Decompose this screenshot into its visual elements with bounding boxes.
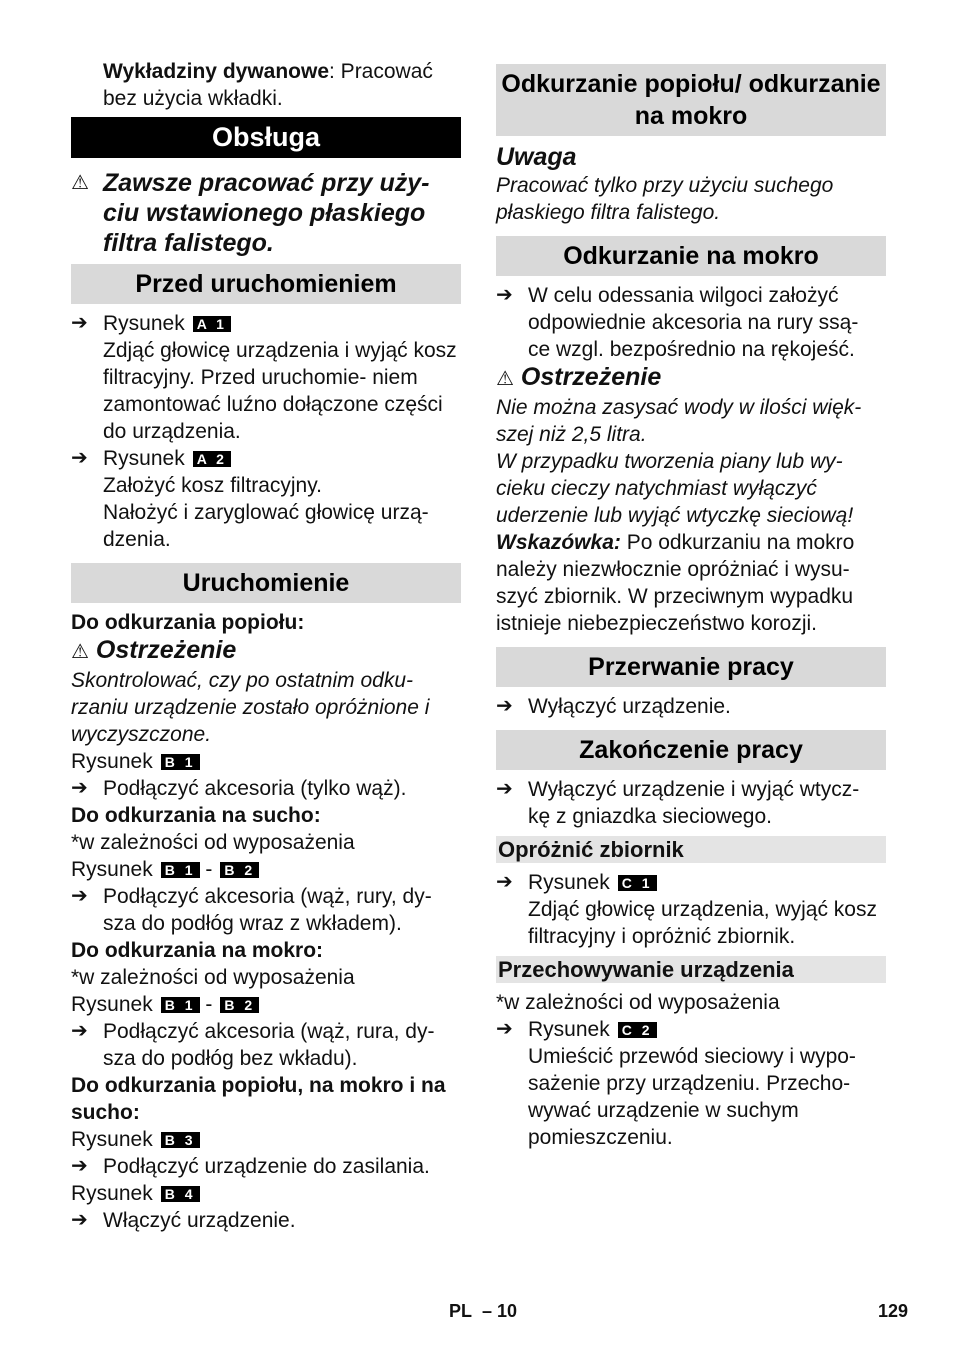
main-warning bbox=[71, 168, 461, 258]
arrow-icon: ➔ bbox=[71, 1020, 88, 1042]
list-item-przerwanie: ➔ Wyłączyć urządzenie. bbox=[496, 695, 731, 718]
heading-popiol-mokro: Odkurzanie popiołu/ odkurzanie na mokro bbox=[496, 64, 886, 136]
ostrzezenie-text1: Nie można zasysać wody w ilości więk- szej niż 2,5 litra. bbox=[496, 396, 862, 446]
main-warning-text: Zawsze pracować przy uży- ciu wstawionego płaskiego filtra falistego. bbox=[103, 169, 430, 257]
figure-ref-label: Rysunek bbox=[528, 871, 610, 894]
ostrzezenie-text2: W przypadku tworzenia piany lub wy- cieku cieczy natychmiast wyłączyć uderzenie lub wyjąć wtyczkę sieciową! bbox=[496, 450, 854, 527]
figure-badge-a2: A 2 bbox=[193, 451, 231, 467]
heading-uruchomienie: Uruchomienie bbox=[71, 563, 461, 603]
przed-item1-text: Zdjąć głowicę urządzenia i wyjąć kosz filtracyjny. Przed uruchomie- niem zamontować luźno dołączone części do urządzenia. bbox=[103, 339, 457, 443]
figure-ref-label: Rysunek bbox=[71, 750, 153, 773]
arrow-icon: ➔ bbox=[496, 778, 513, 800]
figure-ref-label: Rysunek bbox=[103, 312, 185, 335]
intro-bold: Wykładziny dywanowe bbox=[103, 60, 330, 83]
uwaga-text: Pracować tylko przy użyciu suchego płaskiego filtra falistego. bbox=[496, 174, 834, 224]
warning-triangle-icon: ⚠ bbox=[71, 641, 89, 663]
arrow-icon: ➔ bbox=[71, 1155, 88, 1177]
figure-ref-label: Rysunek bbox=[71, 858, 153, 881]
list-item-mokro-action: ➔ W celu odessania wilgoci założyć odpowiednie akcesoria na rury ssą- ce wzgl. bezpośrednio na rękojeść. bbox=[496, 284, 859, 361]
figure-badge-a1: A 1 bbox=[193, 316, 231, 332]
figure-ref-label: Rysunek bbox=[71, 993, 153, 1016]
figure-ref-label: Rysunek bbox=[71, 1128, 153, 1151]
arrow-icon: ➔ bbox=[71, 885, 88, 907]
arrow-icon: ➔ bbox=[496, 871, 513, 893]
footer-section-page: – 10 bbox=[482, 1301, 518, 1321]
arrow-icon: ➔ bbox=[71, 312, 88, 334]
przed-item2-text2: Nałożyć i zaryglować głowicę urzą- dzenia. bbox=[103, 501, 429, 551]
figure-badge-b1: B 1 bbox=[161, 862, 200, 878]
figure-badge-b1: B 1 bbox=[161, 997, 200, 1013]
left-column: Wykładziny dywanowe: Pracować bez użycia wkładki. Obsługa ⚠ Zawsze pracować przy uży- ciu wstawionego płaskiego filtra falistego. Przed uruchomieniem ➔ Rysunek A 1 Zdjąć głowicę urządzenia i wyjąć kosz filtracyjny. Przed uruchomie- niem zamontować luźno dołączone części do urządzenia. ➔ Rysunek A 2 Założyć kosz filtracyjny. Nałożyć i zaryglować głowicę urzą- dzenia. Uruchomienie Do odkurzania popiołu: ⚠ Ostrzeżenie Skontrolować, czy po ostatnim odku- rzaniu urządzenie zostało opróżnione i wyczyszczone. Rysunek B 1 ➔ Podłączyć akcesoria (tylko wąż). Do odkurzania na sucho: *w zależności od wyposażenia Rysunek B 1 - B 2 ➔ Podłączyć akcesoria (wąż, rury, dy- sza do podłóg wraz z wkładem). Do odkurzania na mokro: *w zależności od wyposażenia Rysunek B 1 - B 2 ➔ Podłączyć akcesoria (wąż, rura, dy- sza do podłóg bez wkładu). Do odkurzania popiołu, na mokro i na sucho: Rysunek B 3 ➔ Podłączyć urządzenie do zasilania. Rysunek B 4 ➔ Włączyć urządzenie. bbox=[71, 58, 461, 1234]
footer-language: PL – 10 bbox=[449, 1301, 518, 1321]
intro-paragraph bbox=[71, 58, 461, 112]
figure-badge-b3: B 3 bbox=[161, 1132, 200, 1148]
przechow-note: *w zależności od wyposażenia bbox=[496, 991, 780, 1014]
list-item-zakonczenie: ➔ Wyłączyć urządzenie i wyjąć wtycz- kę z gniazdka sieciowego. bbox=[496, 778, 860, 828]
figure-badge-c2: C 2 bbox=[618, 1022, 657, 1038]
footer-page-number: 129 bbox=[878, 1301, 909, 1321]
uwaga-heading: Uwaga bbox=[496, 143, 577, 171]
list-item-przechow: ➔ Rysunek C 2 Umieścić przewód sieciowy i wypo- sażenie przy urządzeniu. Przecho- wywać urządzenie w suchym pomieszczeniu. bbox=[496, 1018, 856, 1149]
wskazowka-paragraph bbox=[496, 529, 886, 637]
subheading-oproznic-zbiornik: Opróżnić zbiornik bbox=[496, 836, 886, 863]
figure-badge-b1: B 1 bbox=[161, 754, 200, 770]
subhead-mokro: Do odkurzania na mokro: bbox=[71, 939, 324, 962]
list-item-sucho: ➔ Podłączyć akcesoria (wąż, rury, dy- sza do podłóg wraz z wkładem). bbox=[71, 885, 432, 935]
mokro-note: *w zależności od wyposażenia bbox=[71, 966, 355, 989]
figure-badge-b2: B 2 bbox=[220, 997, 259, 1013]
sucho-note: *w zależności od wyposażenia bbox=[71, 831, 355, 854]
arrow-icon: ➔ bbox=[496, 1018, 513, 1040]
section-heading-obsluga: Obsługa bbox=[71, 117, 461, 158]
warning-triangle-icon: ⚠ bbox=[496, 368, 514, 390]
arrow-icon: ➔ bbox=[496, 695, 513, 717]
subhead-all: Do odkurzania popiołu, na mokro i na sucho: bbox=[71, 1074, 446, 1124]
arrow-icon: ➔ bbox=[71, 1209, 88, 1231]
list-item-b4: ➔ Włączyć urządzenie. bbox=[71, 1209, 296, 1232]
wskazowka-text: Po odkurzaniu na mokro należy niezwłocznie opróżniać i wysu- szyć zbiornik. W przeciwnym wypadku istnieje niebezpieczeństwo korozji. bbox=[496, 531, 855, 635]
heading-odkurzanie-na-mokro: Odkurzanie na mokro bbox=[496, 236, 886, 276]
heading-przerwanie-pracy: Przerwanie pracy bbox=[496, 647, 886, 687]
list-item-przed-1 bbox=[71, 310, 461, 445]
wskazowka-label: Wskazówka: bbox=[496, 531, 621, 554]
intro-rest: : Pracować bez użycia wkładki. bbox=[103, 60, 433, 110]
figure-badge-c1: C 1 bbox=[618, 875, 657, 891]
subheading-przechowywanie: Przechowywanie urządzenia bbox=[496, 956, 886, 983]
heading-przed-uruchomieniem: Przed uruchomieniem bbox=[71, 264, 461, 304]
figure-badge-b4: B 4 bbox=[161, 1186, 200, 1202]
ostrzezenie-text: Skontrolować, czy po ostatnim odku- rzaniu urządzenie zostało opróżnione i wyczyszczone. bbox=[71, 669, 430, 746]
subhead-popiol: Do odkurzania popiołu: bbox=[71, 611, 305, 634]
warning-triangle-icon: ⚠ bbox=[71, 172, 89, 194]
list-item-mokro: ➔ Podłączyć akcesoria (wąż, rura, dy- sza do podłóg bez wkładu). bbox=[71, 1020, 435, 1070]
figure-ref-label: Rysunek bbox=[528, 1018, 610, 1041]
list-item-b3: ➔ Podłączyć urządzenie do zasilania. bbox=[71, 1155, 430, 1178]
arrow-icon: ➔ bbox=[71, 777, 88, 799]
figure-ref-label: Rysunek bbox=[103, 447, 185, 470]
arrow-icon: ➔ bbox=[71, 447, 88, 469]
ostrzezenie-heading: ⚠ Ostrzeżenie bbox=[71, 636, 237, 664]
list-item-oproznic: ➔ Rysunek C 1 Zdjąć głowicę urządzenia, wyjąć kosz filtracyjny i opróżnić zbiornik. bbox=[496, 871, 877, 948]
figure-ref-label: Rysunek bbox=[71, 1182, 153, 1205]
arrow-icon: ➔ bbox=[496, 284, 513, 306]
subhead-sucho: Do odkurzania na sucho: bbox=[71, 804, 321, 827]
heading-zakonczenie-pracy: Zakończenie pracy bbox=[496, 730, 886, 770]
ostrzezenie-heading: ⚠ Ostrzeżenie bbox=[496, 363, 662, 391]
przed-item2-text1: Założyć kosz filtracyjny. bbox=[103, 474, 322, 497]
figure-badge-b2: B 2 bbox=[220, 862, 259, 878]
right-column bbox=[496, 64, 886, 1151]
list-item-przed-2 bbox=[71, 445, 461, 553]
list-item-b1: ➔ Podłączyć akcesoria (tylko wąż). bbox=[71, 777, 407, 800]
